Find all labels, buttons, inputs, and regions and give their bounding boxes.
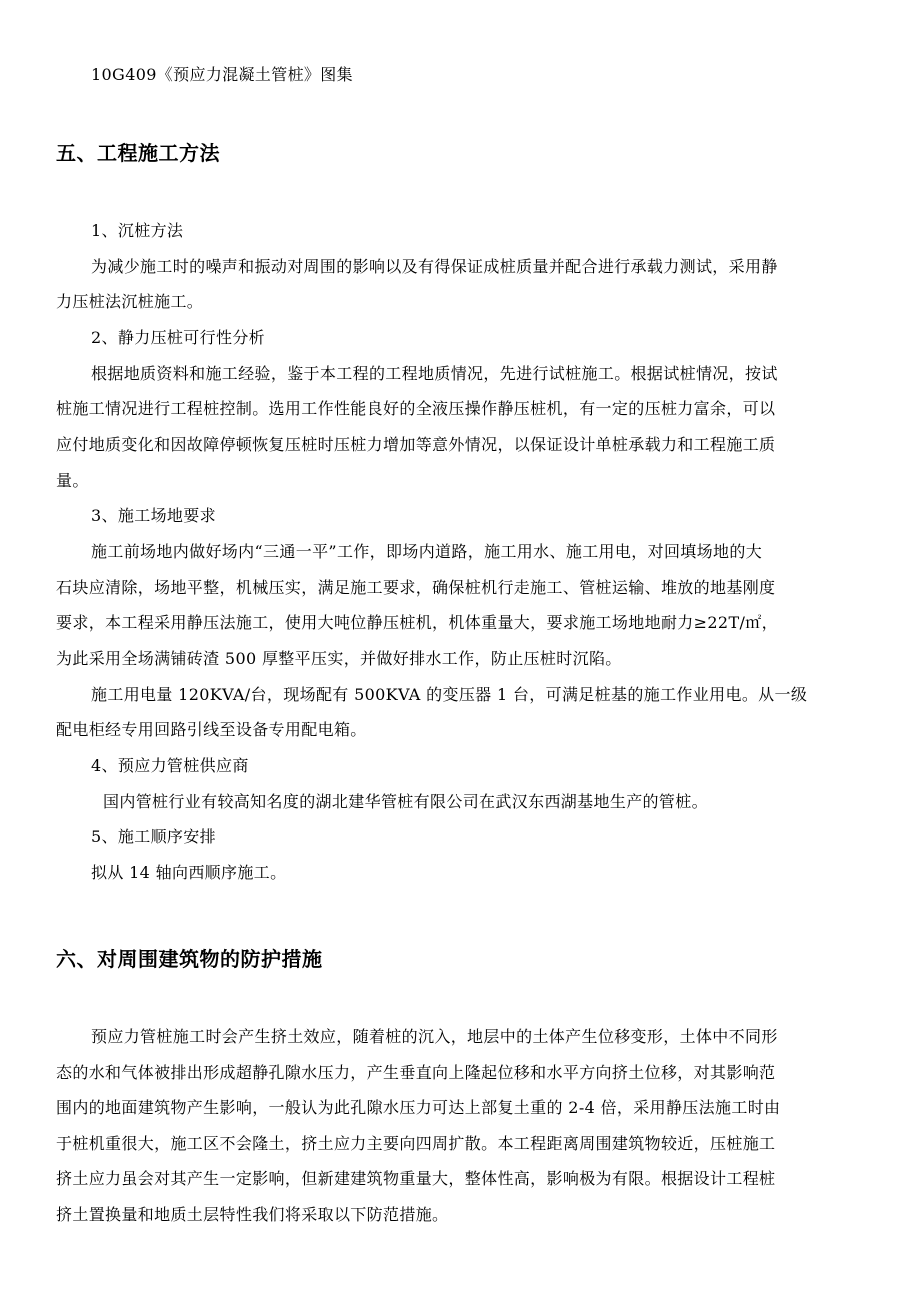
reference-line: 10G409《预应力混凝土管桩》图集 bbox=[91, 65, 353, 84]
paragraph-line: 桩施工情况进行工程桩控制。选用工作性能良好的全液压操作静压桩机，有一定的压桩力富余，可以 bbox=[56, 399, 776, 418]
paragraph-line: 配电柜经专用回路引线至设备专用配电箱。 bbox=[56, 720, 367, 739]
subsection-2-title: 2、静力压桩可行性分析 bbox=[91, 328, 266, 347]
section-5-heading: 五、工程施工方法 bbox=[56, 141, 220, 165]
paragraph-line: 挤土应力虽会对其产生一定影响，但新建建筑物重量大，整体性高，影响极为有限。根据设计工程桩 bbox=[56, 1169, 776, 1188]
paragraph-line: 要求，本工程采用静压法施工，使用大吨位静压桩机，机体重量大，要求施工场地地耐力≥22T/㎡， bbox=[56, 613, 778, 632]
paragraph-line: 根据地质资料和施工经验，鉴于本工程的工程地质情况，先进行试桩施工。根据试桩情况，按试 bbox=[91, 364, 778, 383]
paragraph-line: 挤土置换量和地质土层特性我们将采取以下防范措施。 bbox=[56, 1205, 449, 1224]
paragraph-line: 应付地质变化和因故障停顿恢复压桩时压桩力增加等意外情况，以保证设计单桩承载力和工程施工质 bbox=[56, 435, 776, 454]
paragraph-line: 预应力管桩施工时会产生挤土效应，随着桩的沉入，地层中的土体产生位移变形，土体中不同形 bbox=[91, 1027, 778, 1046]
subsection-3-title: 3、施工场地要求 bbox=[91, 506, 216, 525]
paragraph-line: 力压桩法沉桩施工。 bbox=[56, 292, 204, 311]
paragraph-line: 为此采用全场满铺砖渣 500 厚整平压实，并做好排水工作，防止压桩时沉陷。 bbox=[56, 649, 622, 668]
paragraph-line: 围内的地面建筑物产生影响，一般认为此孔隙水压力可达上部复土重的 2-4 倍，采用静压法施工时由 bbox=[56, 1098, 781, 1117]
subsection-5-title: 5、施工顺序安排 bbox=[91, 827, 216, 846]
paragraph-line: 施工用电量 120KVA/台，现场配有 500KVA 的变压器 1 台，可满足桩基的施工作业用电。从一级 bbox=[91, 685, 808, 704]
paragraph-line: 施工前场地内做好场内“三通一平”工作，即场内道路，施工用水、施工用电，对回填场地的大 bbox=[91, 542, 763, 561]
paragraph-line: 拟从 14 轴向西顺序施工。 bbox=[91, 863, 287, 882]
paragraph-line: 态的水和气体被排出形成超静孔隙水压力，产生垂直向上隆起位移和水平方向挤土位移，对其影响范 bbox=[56, 1063, 776, 1082]
paragraph-line: 为减少施工时的噪声和振动对周围的影响以及有得保证成桩质量并配合进行承载力测试，采用静 bbox=[91, 257, 778, 276]
section-6-heading: 六、对周围建筑物的防护措施 bbox=[56, 947, 323, 971]
paragraph-line: 国内管桩行业有较高知名度的湖北建华管桩有限公司在武汉东西湖基地生产的管桩。 bbox=[103, 792, 708, 811]
paragraph-line: 量。 bbox=[56, 471, 89, 490]
paragraph-line: 石块应清除，场地平整，机械压实，满足施工要求，确保桩机行走施工、管桩运输、堆放的地基刚度 bbox=[56, 578, 776, 597]
subsection-1-title: 1、沉桩方法 bbox=[91, 221, 184, 240]
paragraph-line: 于桩机重很大，施工区不会隆土，挤土应力主要向四周扩散。本工程距离周围建筑物较近，压桩施工 bbox=[56, 1134, 776, 1153]
subsection-4-title: 4、预应力管桩供应商 bbox=[91, 756, 249, 775]
